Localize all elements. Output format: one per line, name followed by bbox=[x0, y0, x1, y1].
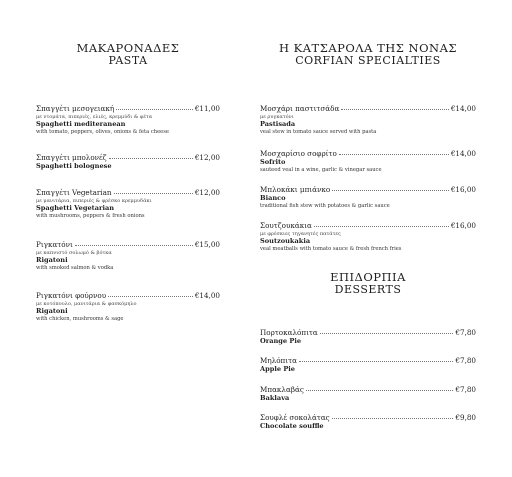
item-name-greek: Μπακλαβάς bbox=[260, 385, 304, 394]
menu-item-bianco bbox=[260, 186, 476, 210]
specialties-heading bbox=[260, 42, 476, 67]
item-name-greek: Σπαγγέτι μεσογειακή bbox=[36, 104, 115, 113]
desserts-title-english: DESSERTS bbox=[334, 282, 402, 296]
dot-leader bbox=[341, 109, 449, 110]
item-description-english: veal stew in tomato sauce served with pasta bbox=[260, 129, 377, 136]
item-name-english: Sofrito bbox=[260, 158, 286, 167]
item-name-greek: Πορτοκαλόπιτα bbox=[260, 328, 318, 337]
dot-leader bbox=[108, 296, 193, 297]
item-name-english: Spaghetti Vegetarian bbox=[36, 204, 115, 213]
item-name-english: Rigatoni bbox=[36, 256, 68, 265]
pasta-heading bbox=[36, 42, 220, 67]
menu-item-apple-pie bbox=[260, 357, 476, 374]
item-description-greek: με καπνιστό σολωμό & βότκα bbox=[36, 250, 112, 257]
dot-leader bbox=[306, 390, 454, 391]
item-price: €9,80 bbox=[455, 413, 476, 422]
dot-leader bbox=[339, 154, 449, 155]
pasta-title-english: PASTA bbox=[108, 53, 148, 67]
item-name-greek: Μοσχάρι παστιτσάδα bbox=[260, 104, 340, 113]
item-name-greek: Μοσχαρίσιο σοφρίτο bbox=[260, 149, 337, 158]
item-name-greek: Ριγκατόνι φούρνου bbox=[36, 291, 107, 300]
item-description-english: with chicken, mushrooms & sage bbox=[36, 316, 124, 323]
desserts-heading bbox=[260, 271, 476, 296]
menu-item-rigatoni-oven bbox=[36, 292, 220, 323]
item-description-english: with tomato, peppers, olives, onions & feta cheese bbox=[36, 129, 169, 136]
item-description-greek: με κοτόπουλο, μανιτάρια & φασκόμηλο bbox=[36, 301, 137, 308]
item-price: €7,80 bbox=[455, 385, 476, 394]
pasta-title-greek: ΜΑΚΑΡΟΝΑΔΕΣ bbox=[76, 41, 180, 55]
menu-item-pastisada bbox=[260, 105, 476, 136]
item-price: €14,00 bbox=[194, 291, 220, 300]
menu-item-orange-pie bbox=[260, 329, 476, 346]
item-name-greek: Σουφλέ σοκολάτας bbox=[260, 413, 330, 422]
item-description-greek: με ρυγκατόνι bbox=[260, 114, 294, 121]
item-name-greek: Σπαγγέτι Vegetarian bbox=[36, 188, 112, 197]
specialties-title-english: CORFIAN SPECIALTIES bbox=[295, 53, 441, 67]
item-price: €7,80 bbox=[455, 356, 476, 365]
item-price: €16,00 bbox=[450, 185, 476, 194]
dot-leader bbox=[299, 361, 454, 362]
item-description-english: with mushrooms, peppers & fresh onions bbox=[36, 213, 145, 220]
dot-leader bbox=[114, 193, 193, 194]
dot-leader bbox=[332, 190, 449, 191]
menu-item-soutzoukakia bbox=[260, 222, 476, 253]
item-price: €12,00 bbox=[194, 153, 220, 162]
menu-item-spaghetti-bolognese bbox=[36, 154, 220, 171]
menu-item-baklava bbox=[260, 386, 476, 403]
item-name-greek: Μπλοκάκι μπιάνκο bbox=[260, 185, 331, 194]
item-name-english: Rigatoni bbox=[36, 307, 68, 316]
item-name-english: Apple Pie bbox=[260, 365, 295, 374]
item-description-greek: με μανιτάρια, πιπεριές & φρέσκο κρεμμυδάκι bbox=[36, 198, 152, 205]
item-price: €16,00 bbox=[450, 221, 476, 230]
item-name-english: Pastisada bbox=[260, 120, 296, 129]
item-price: €12,00 bbox=[194, 188, 220, 197]
menu-item-spaghetti-vegetarian bbox=[36, 189, 220, 220]
item-price: €11,00 bbox=[194, 104, 220, 113]
item-description-english: traditional fish stew with potatoes & garlic sauce bbox=[260, 203, 390, 210]
item-price: €14,00 bbox=[450, 149, 476, 158]
item-name-english: Chocolate souffle bbox=[260, 422, 324, 431]
dot-leader bbox=[116, 109, 193, 110]
item-name-english: Soutzoukakia bbox=[260, 237, 311, 246]
item-name-greek: Σουτζουκάκια bbox=[260, 221, 312, 230]
item-price: €15,00 bbox=[194, 240, 220, 249]
item-name-english: Bianco bbox=[260, 194, 286, 203]
item-description-english: veal meatballs with tomato sauce & fresh french fries bbox=[260, 246, 402, 253]
menu-item-rigatoni-salmon bbox=[36, 241, 220, 272]
dot-leader bbox=[109, 158, 193, 159]
menu-item-sofrito bbox=[260, 150, 476, 174]
item-name-english: Spaghetti bolognese bbox=[36, 162, 112, 171]
menu-item-spaghetti-mediteranean bbox=[36, 105, 220, 136]
item-name-english: Spaghetti mediteranean bbox=[36, 120, 126, 129]
dot-leader bbox=[332, 418, 454, 419]
item-price: €7,80 bbox=[455, 328, 476, 337]
dot-leader bbox=[320, 333, 454, 334]
item-name-english: Baklava bbox=[260, 394, 290, 403]
item-description-greek: με ντομάτα, πιπεριές, ελιές, κρεμμύδι & φέτα bbox=[36, 114, 153, 121]
item-description-english: with smoked salmon & vodka bbox=[36, 265, 114, 272]
dot-leader bbox=[75, 245, 193, 246]
menu-item-chocolate-souffle bbox=[260, 414, 476, 431]
desserts-title-greek: ΕΠΙΔΟΡΠΙΑ bbox=[330, 270, 406, 284]
item-name-greek: Ριγκατόνι bbox=[36, 240, 73, 249]
item-description-greek: με φρέσκιες τηγανητές πατάτες bbox=[260, 231, 341, 238]
dot-leader bbox=[314, 226, 449, 227]
item-price: €14,00 bbox=[450, 104, 476, 113]
item-name-english: Orange Pie bbox=[260, 337, 302, 346]
item-name-greek: Σπαγγέτι μπολονέζ bbox=[36, 153, 107, 162]
specialties-title-greek: Η ΚΑΤΣΑΡΟΛΑ ΤΗΣ ΝΟΝΑΣ bbox=[278, 41, 458, 55]
item-name-greek: Μηλόπιτα bbox=[260, 356, 297, 365]
item-description-english: sauteed veal in a wine, garlic & vinegar sauce bbox=[260, 167, 382, 174]
